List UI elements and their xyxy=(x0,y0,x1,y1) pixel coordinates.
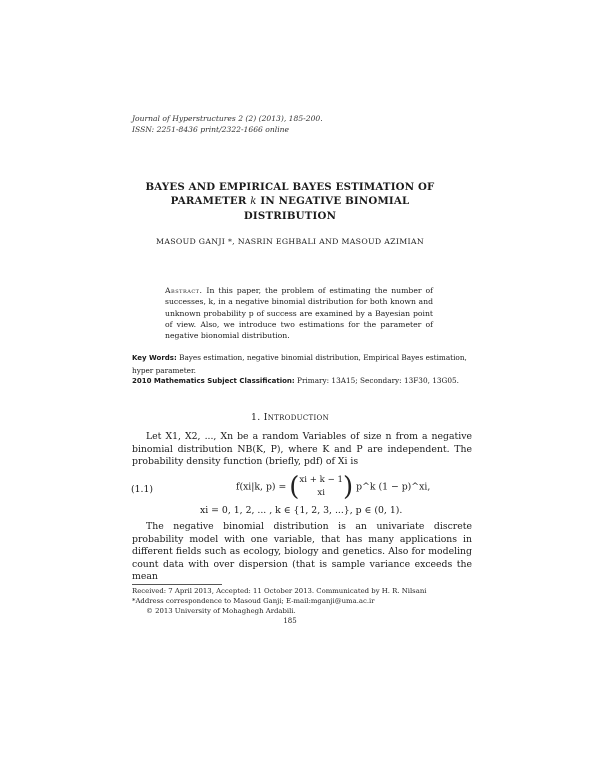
abstract-heading: Abstract. xyxy=(165,286,203,295)
footnote-copyright: © 2013 University of Mohaghegh Ardabili. xyxy=(146,607,296,615)
section-title: Introduction xyxy=(263,412,329,423)
footnote-correspondence: *Address correspondence to Masoud Ganji; E-mail:mganji@uma.ac.ir xyxy=(132,597,375,605)
footnote-received: Received: 7 April 2013, Accepted: 11 October 2013. Communicated by H. R. Nilsani xyxy=(132,587,427,595)
author-list: MASOUD GANJI *, NASRIN EGHBALI AND MASOUD AZIMIAN xyxy=(156,237,424,246)
journal-header xyxy=(132,113,323,135)
intro-paragraph-2: The negative binomial distribution is an univariate discrete probability model with one variable, that has many applications in different fields such as ecology, biology and genetics. Also for modeling count data with over dispersion (that is sample variance exceeds the mean xyxy=(132,521,472,583)
equation-support: xi = 0, 1, 2, ... , k ∈ {1, 2, 3, ...}, p ∈ (0, 1). xyxy=(200,505,403,516)
binomial-coefficient: (xi + k − 1 xi ) xyxy=(289,472,354,502)
title-line-1: BAYES AND EMPIRICAL BAYES ESTIMATION OF xyxy=(145,181,435,193)
keywords-text: Bayes estimation, negative binomial distribution, Empirical Bayes estimation, hyper parameter. xyxy=(132,353,467,375)
intro-paragraph-1: Let X1, X2, ..., Xn be a random Variables of size n from a negative binomial distribution NB(K, P), where K and P are independent. The probability density function (briefly, pdf) of Xi is xyxy=(132,431,472,468)
keywords xyxy=(132,352,472,376)
footnote-rule xyxy=(132,584,222,585)
abstract-text: In this paper, the problem of estimating the number of successes, k, in a negative binomial distribution for both known and unknown probability p of success are examined by a Bayesian point of view. Also, we introduce two estimations for the parameter of negative bionomial distribution. xyxy=(165,286,433,341)
section-number: 1. xyxy=(251,412,261,423)
title-variable: k xyxy=(250,196,257,207)
msc-text: Primary: 13A15; Secondary: 13F30, 13G05. xyxy=(294,376,459,385)
paper-title xyxy=(120,180,460,223)
section-heading xyxy=(120,412,460,423)
footnotes xyxy=(132,586,472,616)
journal-citation: Journal of Hyperstructures 2 (2) (2013), 185-200. xyxy=(132,114,323,123)
equation-lhs: f(xi|k, p) = xyxy=(236,481,287,493)
equation-label: (1.1) xyxy=(131,484,154,495)
page-number: 185 xyxy=(283,617,297,625)
msc-classification xyxy=(132,376,472,385)
binom-top: xi + k − 1 xyxy=(299,475,344,485)
abstract xyxy=(165,285,433,341)
equation-rhs: p^k (1 − p)^xi, xyxy=(356,481,431,493)
journal-issn: ISSN: 2251-8436 print/2322-1666 online xyxy=(132,125,290,134)
keywords-label: Key Words: xyxy=(132,354,177,362)
equation-pdf xyxy=(236,472,430,502)
binom-bottom: xi xyxy=(317,488,326,498)
msc-label: 2010 Mathematics Subject Classification: xyxy=(132,377,295,385)
title-line-2: PARAMETER k IN NEGATIVE BINOMIAL xyxy=(170,195,410,207)
title-line-3: DISTRIBUTION xyxy=(243,210,337,222)
